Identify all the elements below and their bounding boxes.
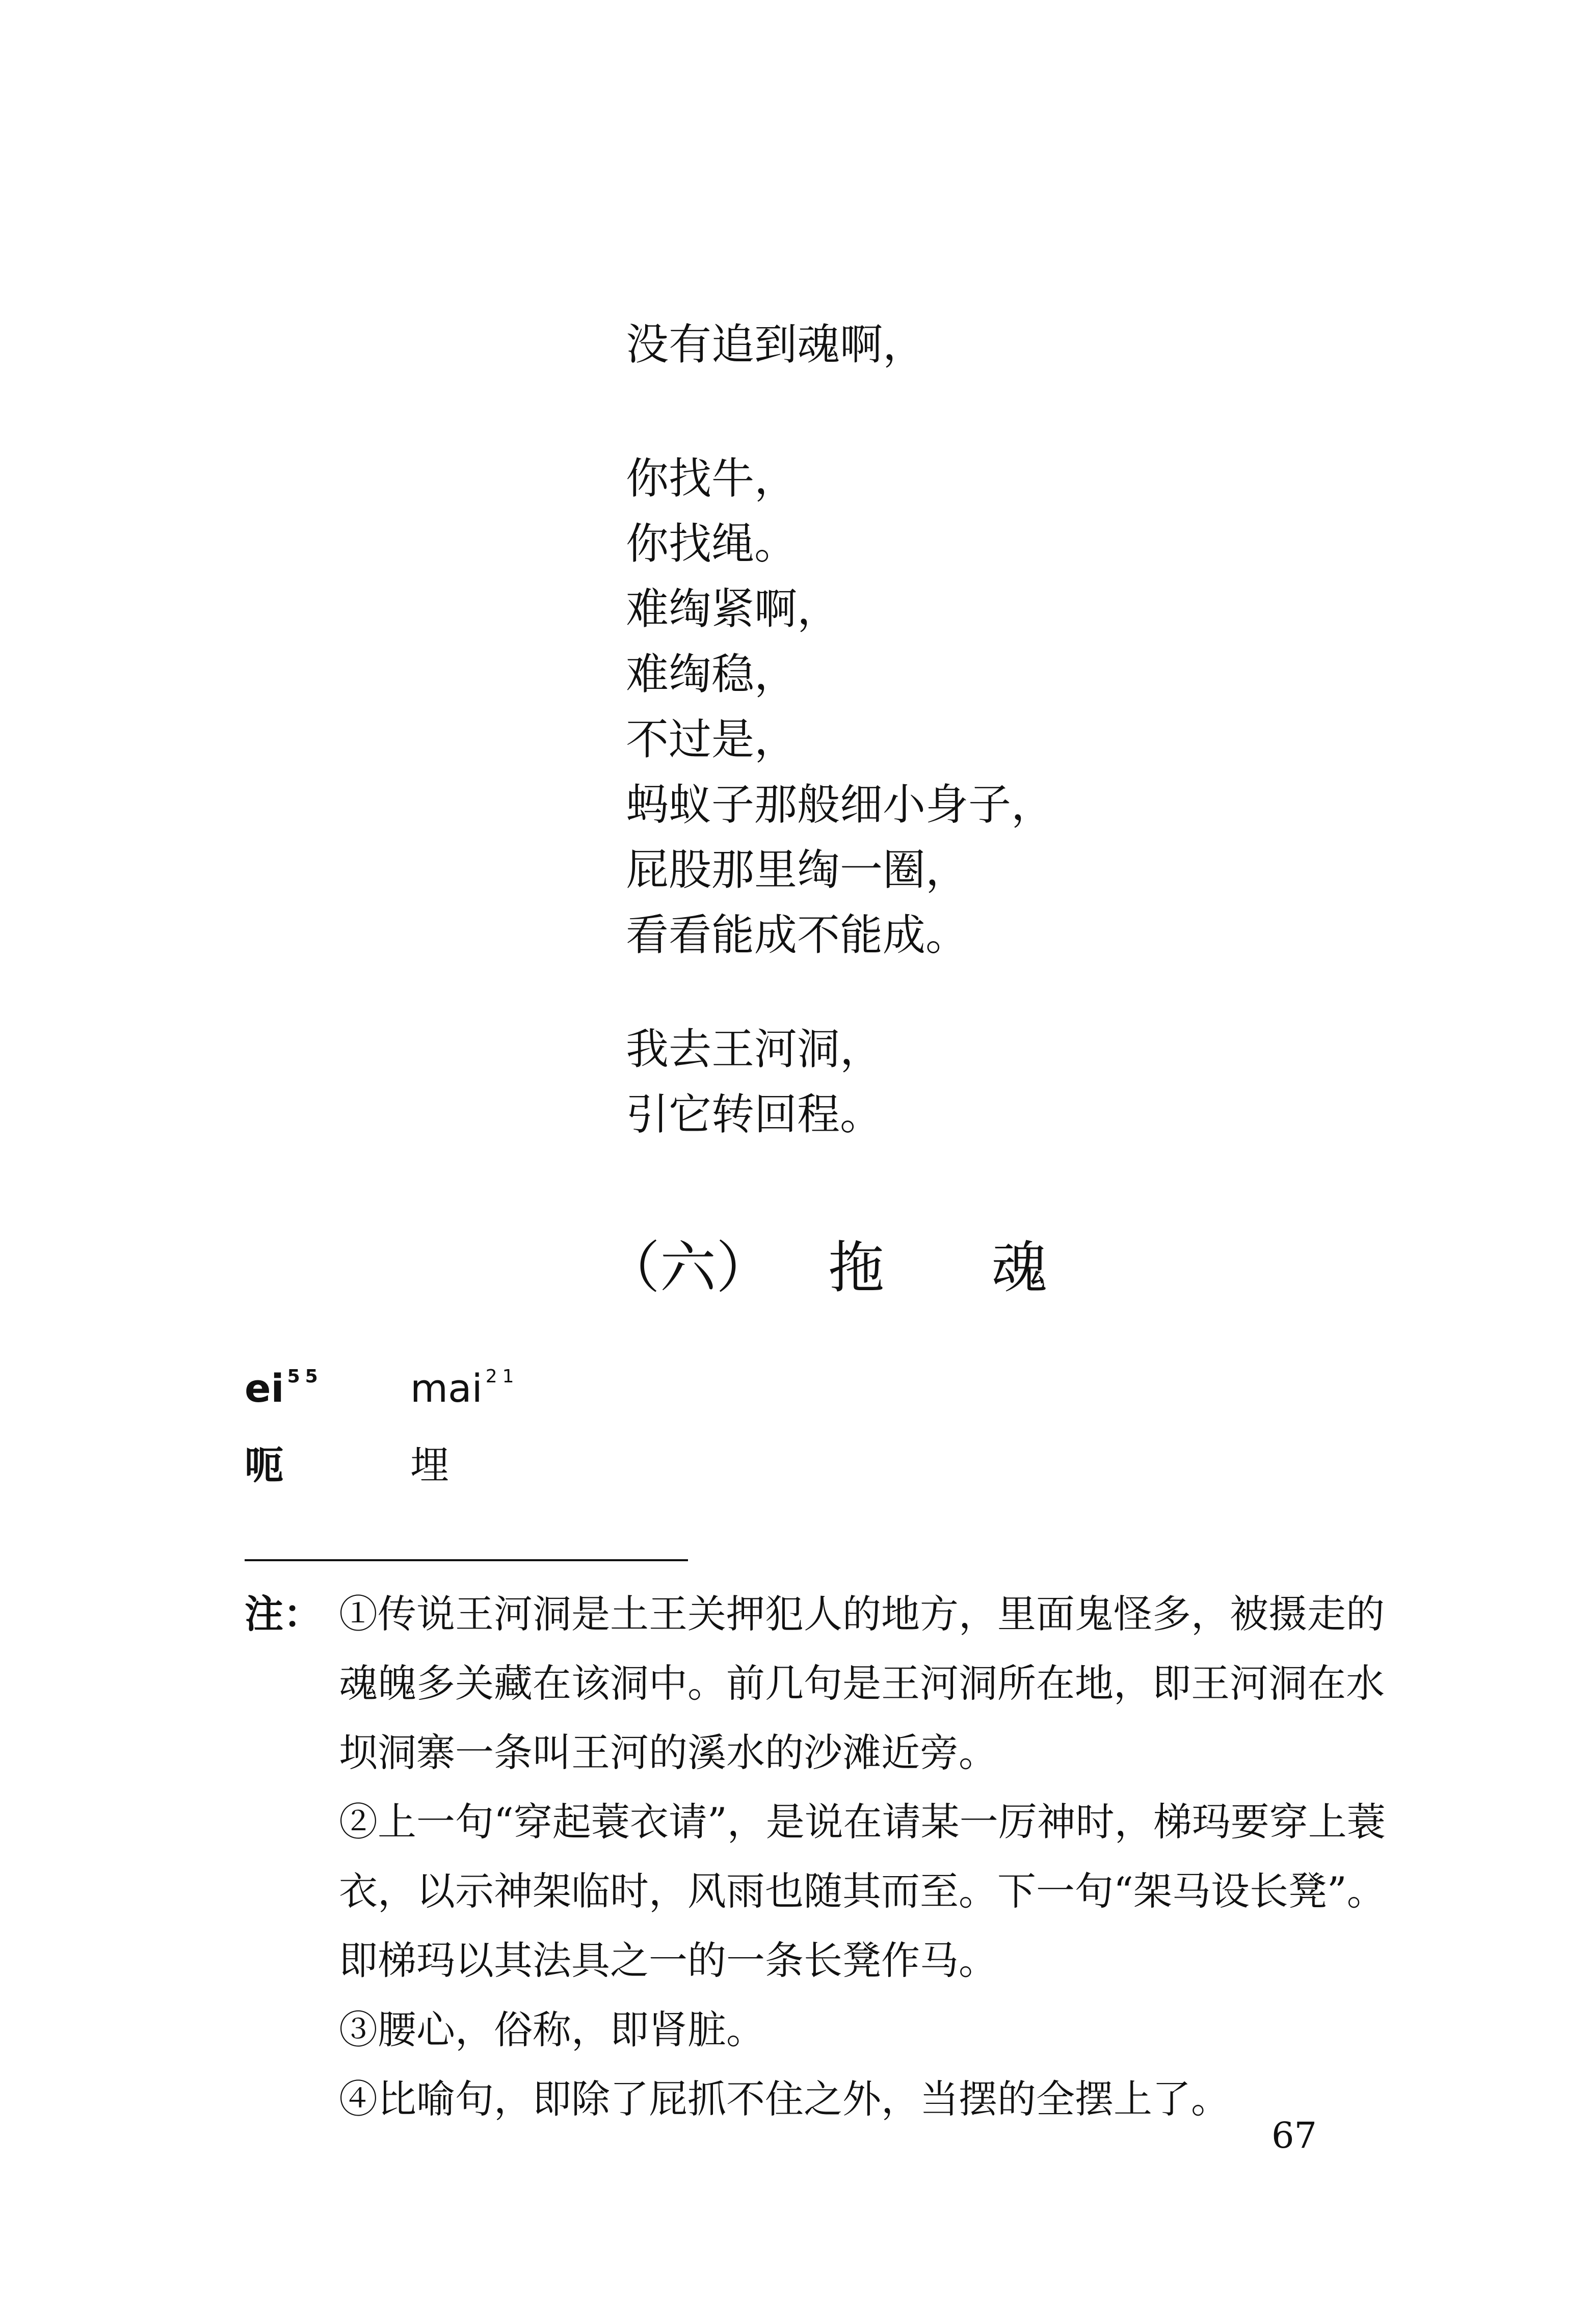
gloss-character-1: 呃 [245,1443,283,1488]
footnote-label: 注： [245,1591,322,1637]
verse-stanza-2 [626,446,1054,968]
footnote-text: ①传说王河洞是土王关押犯人的地方，里面鬼怪多，被摄走的魂魄多关藏在该洞中。前几句是王河洞所在地，即王河洞在水坝洞寨一条叫王河的溪水的沙滩近旁。 [339,1591,1385,1775]
verse-line: 不过是， [626,714,798,764]
verse-line: 没有追到魂啊， [626,319,926,369]
page-number: 67 [1272,2115,1317,2156]
gloss-syllable: mai [410,1366,483,1411]
footnote-1 [245,1580,1407,1787]
gloss-syllable: ei [245,1366,284,1411]
verse-line: 你找绳。 [626,519,798,569]
verse-line: 你找牛， [626,453,798,503]
footnote-4 [245,2065,1407,2134]
verse-line: 屁股那里绹一圈， [626,845,969,895]
gloss-romanization-2 [410,1366,519,1411]
gloss-tone: 21 [485,1366,519,1387]
section-heading [604,1223,1047,1303]
verse-line: 难绹稳， [626,649,798,699]
section-number: （六） [604,1235,772,1300]
footnote-3 [245,1995,1407,2065]
gloss-tone: 55 [287,1366,323,1387]
footnote-divider [245,1559,688,1561]
verse-line: 蚂蚁子那般细小身子， [626,780,1054,830]
footnote-2 [245,1787,1407,1995]
verse-line: 我去王河洞， [626,1024,883,1074]
gloss-romanization-1 [245,1366,323,1411]
verse-stanza-1 [626,312,925,377]
footnote-text: ④比喻句，即除了屁抓不住之外，当摆的全摆上了。 [339,2076,1230,2122]
section-title-char-1: 拖 [828,1235,884,1300]
verse-stanza-3 [626,1017,883,1147]
section-title-char-2: 魂 [991,1235,1047,1300]
gloss-character-2: 埋 [410,1443,449,1488]
footnote-text: ②上一句“穿起蓑衣请”，是说在请某一厉神时，梯玛要穿上蓑衣，以示神架临时，风雨也随其而至。下一句“架马设长凳”。即梯玛以其法具之一的一条长凳作马。 [339,1799,1386,1983]
verse-line: 难绹紧啊， [626,584,840,634]
footnote-text: ③腰心，俗称，即肾脏。 [339,2007,765,2052]
footnotes [245,1580,1407,2134]
verse-line: 引它转回程。 [626,1089,883,1139]
verse-line: 看看能成不能成。 [626,910,969,960]
